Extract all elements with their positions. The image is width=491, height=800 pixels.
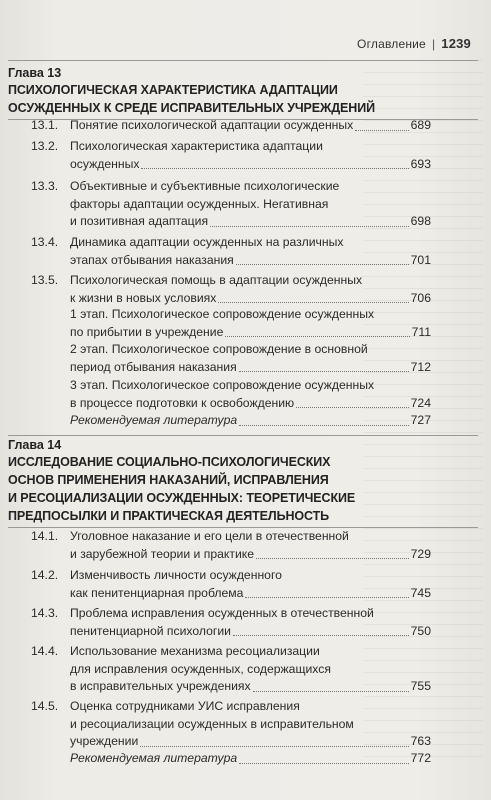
entry-page-number: 729 <box>410 546 431 561</box>
entry-number: 13.5. <box>31 273 59 287</box>
entry-line: для исправления осужденных, содержащихся <box>70 661 331 676</box>
entry-page-number: 745 <box>410 585 431 600</box>
entry-text <box>70 567 431 602</box>
toc-entry-14-2[interactable] <box>31 567 431 603</box>
entry-text <box>70 234 431 269</box>
entry-page-number: 712 <box>410 359 431 374</box>
entry-page-number: 755 <box>410 679 431 693</box>
entry-line: в исправительных учреждениях <box>70 679 251 693</box>
entry-line: Психологическая помощь в адаптации осужденных <box>70 273 363 287</box>
running-head <box>357 36 471 51</box>
entry-line: Использование механизма ресоциализации <box>70 644 320 658</box>
entry-line: Динамика адаптации осужденных на различных <box>70 235 344 249</box>
entry-page-number: 701 <box>410 252 431 267</box>
toc-entry-14-4[interactable] <box>31 643 431 697</box>
running-head-section: Оглавление <box>357 37 426 51</box>
chapter-14-title-line-2: ОСНОВ ПРИМЕНЕНИЯ НАКАЗАНИЙ, ИСПРАВЛЕНИЯ <box>8 473 329 487</box>
chapter-14-title <box>8 453 478 525</box>
entry-line: и ресоциализации осужденных в исправительном <box>70 716 354 731</box>
toc-entry-13-5[interactable] <box>31 272 431 308</box>
entry-line: пенитенциарной психологии <box>70 623 231 638</box>
entry-page-number: 763 <box>410 734 431 748</box>
entry-number: 14.1. <box>31 529 59 543</box>
entry-text <box>70 178 431 231</box>
toc-entry-14-5[interactable] <box>31 698 431 752</box>
entry-line: в процессе подготовки к освобождению <box>70 395 295 410</box>
toc-subentry-stage-1[interactable] <box>70 306 431 342</box>
entry-line: к жизни в новых условиях <box>70 290 217 305</box>
entry-number: 13.4. <box>31 235 59 249</box>
entry-text <box>70 698 431 751</box>
chapter-13-heading <box>8 66 478 117</box>
entry-number: 13.1. <box>31 118 59 132</box>
entry-page-number: 772 <box>410 751 431 765</box>
entry-line: период отбывания наказания <box>70 359 237 374</box>
entry-page-number: 698 <box>410 214 431 228</box>
entry-page-number: 711 <box>411 324 431 339</box>
toc-entry-13-3[interactable] <box>31 178 431 232</box>
chapter-13-title <box>8 81 478 117</box>
entry-number: 14.3. <box>31 606 59 620</box>
entry-line: Понятие психологической адаптации осужденных <box>70 118 354 132</box>
entry-line: Изменчивость личности осужденного <box>70 568 282 582</box>
entry-text <box>70 528 431 563</box>
header-rule <box>8 60 478 61</box>
entry-line: Уголовное наказание и его цели в отечественной <box>70 529 349 543</box>
entry-line: 2 этап. Психологическое сопровождение в основной <box>70 342 368 356</box>
toc-subentry-stage-2[interactable] <box>70 341 431 377</box>
entry-line: 3 этап. Психологическое сопровождение осужденных <box>70 378 375 392</box>
entry-line: учреждении <box>70 734 139 748</box>
entry-page-number: 750 <box>410 623 431 638</box>
entry-number: 14.5. <box>31 699 59 713</box>
entry-text <box>70 643 431 696</box>
chapter-14-heading <box>8 438 478 525</box>
entry-line: Психологическая характеристика адаптации <box>70 139 323 153</box>
entry-line: осужденных <box>70 156 140 171</box>
chapter-14-title-line-1: ИССЛЕДОВАНИЕ СОЦИАЛЬНО-ПСИХОЛОГИЧЕСКИХ <box>8 455 331 469</box>
entry-line: по прибытии в учреждение <box>70 324 224 339</box>
literature-label: Рекомендуемая литература <box>70 751 238 765</box>
entry-text <box>70 750 431 768</box>
literature-label: Рекомендуемая литература <box>70 413 238 427</box>
running-head-separator: | <box>431 37 436 51</box>
toc-subentry-stage-3[interactable] <box>70 377 431 413</box>
entry-line: этапах отбывания наказания <box>70 252 234 267</box>
chapter-14-title-line-3: И РЕСОЦИАЛИЗАЦИИ ОСУЖДЕННЫХ: ТЕОРЕТИЧЕСКИЕ <box>8 491 356 505</box>
entry-text <box>70 341 431 376</box>
chapter-14-title-line-4: ПРЕДПОСЫЛКИ И ПРАКТИЧЕСКАЯ ДЕЯТЕЛЬНОСТЬ <box>8 509 330 523</box>
entry-number: 13.2. <box>31 139 59 153</box>
toc-literature-13[interactable] <box>70 412 431 430</box>
chapter-13-title-line-1: ПСИХОЛОГИЧЕСКАЯ ХАРАКТЕРИСТИКА АДАПТАЦИИ <box>8 83 338 97</box>
entry-line: Проблема исправления осужденных в отечественной <box>70 606 374 620</box>
entry-line: факторы адаптации осужденных. Негативная <box>70 196 329 211</box>
chapter-13-label: Глава 13 <box>8 66 62 80</box>
entry-text <box>70 117 431 135</box>
toc-entry-13-2[interactable] <box>31 138 431 174</box>
entry-page-number: 727 <box>410 413 431 427</box>
running-head-page-number: 1239 <box>441 36 471 51</box>
entry-line: и позитивная адаптация <box>70 214 209 228</box>
toc-entry-14-1[interactable] <box>31 528 431 564</box>
entry-number: 14.4. <box>31 644 59 658</box>
entry-text <box>70 272 431 307</box>
entry-line: Объективные и субъективные психологические <box>70 179 340 193</box>
entry-number: 13.3. <box>31 179 59 193</box>
entry-line: как пенитенциарная проблема <box>70 585 244 600</box>
entry-line: и зарубежной теории и практике <box>70 546 255 561</box>
toc-entry-13-4[interactable] <box>31 234 431 270</box>
entry-text <box>70 605 431 640</box>
entry-text <box>70 306 431 341</box>
entry-line: Оценка сотрудниками УИС исправления <box>70 699 300 713</box>
entry-page-number: 693 <box>410 156 431 171</box>
toc-entry-13-1[interactable] <box>31 117 431 135</box>
entry-page-number: 706 <box>410 290 431 305</box>
entry-page-number: 689 <box>410 118 431 132</box>
entry-text <box>70 412 431 430</box>
chapter-13-title-line-2: ОСУЖДЕННЫХ К СРЕДЕ ИСПРАВИТЕЛЬНЫХ УЧРЕЖДЕНИЙ <box>8 101 375 115</box>
toc-literature-14[interactable] <box>70 750 431 768</box>
entry-text <box>70 138 431 173</box>
entry-number: 14.2. <box>31 568 59 582</box>
chapter-14-label: Глава 14 <box>8 438 62 452</box>
entry-line: 1 этап. Психологическое сопровождение осужденных <box>70 307 375 321</box>
entry-text <box>70 377 431 412</box>
toc-entry-14-3[interactable] <box>31 605 431 641</box>
chapter-14-top-rule <box>8 435 478 436</box>
entry-page-number: 724 <box>410 395 431 410</box>
